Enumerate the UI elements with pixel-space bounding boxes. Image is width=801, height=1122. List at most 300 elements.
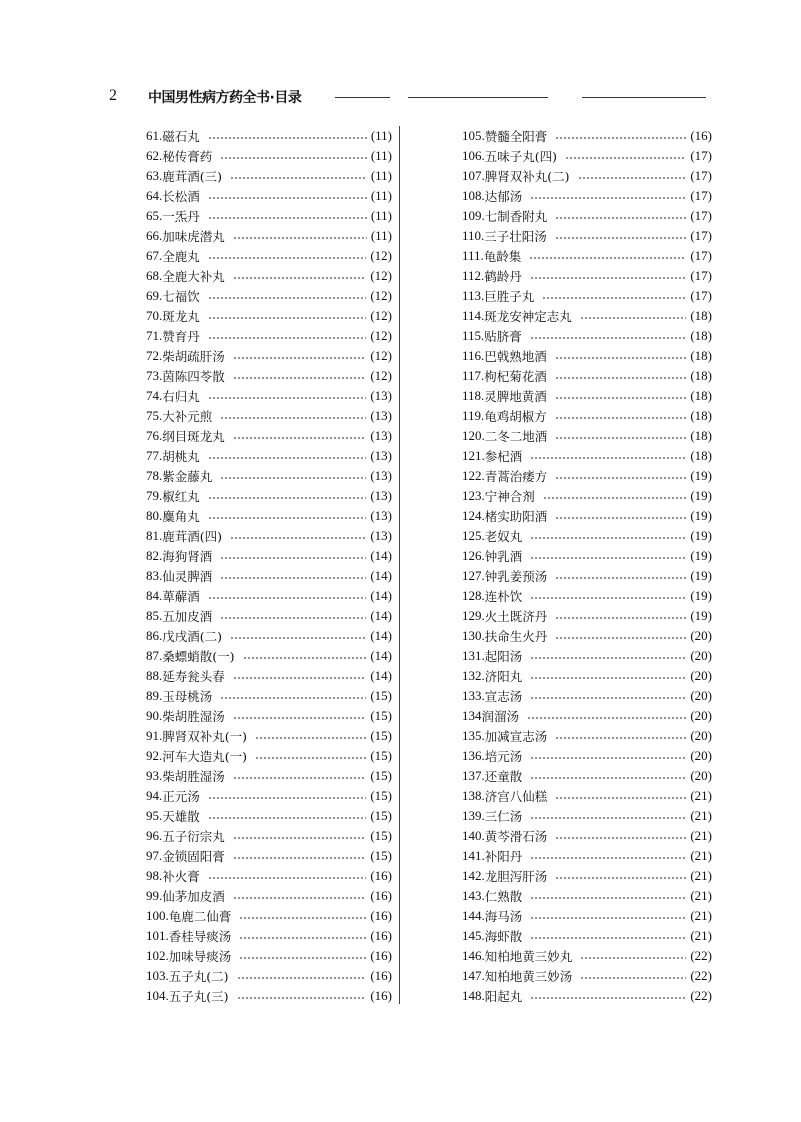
entry-title: 五加皮酒	[162, 609, 213, 624]
toc-entry	[462, 926, 712, 946]
entry-page: (11)	[370, 188, 392, 203]
dot-leader	[255, 757, 366, 759]
entry-number: 127.	[462, 568, 485, 583]
dot-leader	[239, 917, 366, 919]
entry-title: 宁神合剂	[484, 489, 535, 504]
dot-leader	[208, 197, 367, 199]
entry-title: 正元汤	[162, 789, 200, 804]
dot-leader	[555, 517, 686, 519]
entry-page: (12)	[370, 268, 392, 283]
entry-number: 76.	[146, 428, 163, 443]
toc-entry	[146, 686, 392, 706]
dot-leader	[220, 157, 367, 159]
toc-entry	[462, 946, 712, 966]
toc-entry	[146, 386, 392, 406]
dot-leader	[230, 537, 366, 539]
entry-title: 三子壮阳汤	[484, 229, 547, 244]
entry-page: (22)	[690, 948, 712, 963]
entry-title: 钟乳姜预汤	[484, 569, 548, 584]
dot-leader	[527, 717, 686, 719]
entry-page: (14)	[370, 648, 392, 663]
toc-entry	[462, 526, 712, 546]
dot-leader	[208, 337, 367, 339]
entry-title: 青蒿治痿方	[484, 469, 548, 484]
entry-title: 斑龙安神定志丸	[484, 309, 572, 324]
toc-entry	[146, 366, 392, 386]
entry-title: 长松酒	[162, 189, 200, 204]
entry-title: 鹤龄丹	[484, 269, 522, 284]
entry-title: 赞育丹	[162, 329, 200, 344]
entry-title: 连朴饮	[484, 589, 523, 604]
entry-page: (14)	[370, 568, 392, 583]
entry-number: 82.	[146, 548, 163, 563]
dot-leader	[555, 837, 686, 839]
entry-number: 114.	[462, 308, 485, 323]
entry-page: (13)	[370, 408, 392, 423]
entry-number: 143.	[462, 888, 485, 903]
toc-entry	[146, 886, 392, 906]
entry-title: 加减宣志汤	[484, 729, 548, 744]
dot-leader	[530, 997, 686, 999]
toc-entry	[462, 886, 712, 906]
entry-page: (13)	[370, 488, 392, 503]
entry-title: 胡桃丸	[162, 449, 200, 464]
toc-entry	[146, 266, 392, 286]
dot-leader	[220, 617, 366, 619]
toc-entry	[146, 286, 392, 306]
entry-number: 121.	[462, 448, 485, 463]
entry-page: (18)	[690, 348, 712, 363]
dot-leader	[530, 197, 686, 199]
toc-entry	[462, 606, 712, 626]
dot-leader	[555, 617, 686, 619]
entry-page: (15)	[370, 848, 392, 863]
dot-leader	[555, 237, 687, 239]
entry-page: (17)	[690, 188, 712, 203]
entry-page: (19)	[690, 548, 712, 563]
entry-number: 142.	[462, 868, 485, 883]
entry-title: 三仁汤	[484, 809, 523, 824]
dot-leader	[233, 897, 367, 899]
entry-title: 海马汤	[484, 909, 523, 924]
entry-number: 135.	[462, 728, 485, 743]
dot-leader	[578, 177, 687, 179]
entry-page: (17)	[690, 168, 712, 183]
entry-page: (20)	[690, 628, 712, 643]
dot-leader	[208, 257, 367, 259]
entry-number: 120.	[462, 428, 485, 443]
entry-number: 148.	[462, 988, 485, 1003]
entry-number: 90.	[146, 708, 163, 723]
entry-title: 达郁汤	[484, 189, 523, 204]
entry-page: (17)	[690, 288, 712, 303]
toc-entry	[462, 706, 712, 726]
entry-page: (14)	[370, 668, 392, 683]
entry-page: (20)	[690, 728, 712, 743]
entry-title: 仙灵脾酒	[162, 569, 213, 584]
dot-leader	[530, 817, 686, 819]
entry-title: 天雄散	[162, 809, 200, 824]
entry-number: 74.	[146, 388, 163, 403]
toc-entry	[146, 826, 392, 846]
entry-number: 85.	[146, 608, 163, 623]
dot-leader	[239, 957, 366, 959]
entry-page: (20)	[690, 748, 712, 763]
entry-number: 98.	[146, 868, 163, 883]
entry-number: 101.	[146, 928, 169, 943]
entry-title: 大补元煎	[162, 409, 213, 424]
entry-number: 141.	[462, 848, 485, 863]
toc-entry	[462, 866, 712, 886]
entry-page: (13)	[370, 448, 392, 463]
entry-title: 五子丸(三)	[168, 989, 229, 1004]
toc-entry	[146, 146, 392, 166]
entry-number: 73.	[146, 368, 163, 383]
entry-page: (21)	[690, 888, 712, 903]
entry-title: 鹿茸酒(三)	[162, 169, 223, 184]
entry-number: 79.	[146, 488, 163, 503]
entry-number: 146.	[462, 948, 485, 963]
dot-leader	[233, 437, 367, 439]
entry-number: 65.	[146, 208, 163, 223]
dot-leader	[208, 797, 367, 799]
entry-title: 紫金藤丸	[162, 469, 213, 484]
entry-page: (12)	[370, 288, 392, 303]
entry-title: 补阳丹	[484, 849, 523, 864]
entry-number: 70.	[146, 308, 163, 323]
entry-title: 楮实助阳酒	[484, 509, 548, 524]
dot-leader	[208, 457, 367, 459]
entry-title: 润溜汤	[481, 709, 520, 724]
entry-number: 92.	[146, 748, 163, 763]
toc-entry	[462, 746, 712, 766]
entry-page: (15)	[370, 708, 392, 723]
entry-page: (19)	[690, 508, 712, 523]
entry-page: (16)	[370, 908, 392, 923]
toc-entry	[462, 846, 712, 866]
entry-number: 94.	[146, 788, 163, 803]
entry-title: 五子衍宗丸	[162, 829, 225, 844]
entry-page: (13)	[370, 428, 392, 443]
entry-title: 金锁固阳膏	[162, 849, 225, 864]
dot-leader	[555, 417, 687, 419]
dot-leader	[530, 917, 686, 919]
toc-entry	[146, 926, 392, 946]
column-divider	[399, 126, 400, 1004]
toc-entry	[462, 146, 712, 166]
entry-number: 67.	[146, 248, 163, 263]
toc-entry	[146, 226, 392, 246]
entry-page: (18)	[690, 388, 712, 403]
entry-title: 柴胡疏肝汤	[162, 349, 225, 364]
toc-entry	[462, 366, 712, 386]
dot-leader	[233, 237, 367, 239]
entry-number: 105.	[462, 128, 485, 143]
entry-title: 阳起丸	[484, 989, 523, 1004]
entry-page: (18)	[690, 408, 712, 423]
entry-page: (20)	[690, 648, 712, 663]
toc-entry	[462, 726, 712, 746]
toc-entry	[146, 406, 392, 426]
entry-title: 五子丸(二)	[168, 969, 229, 984]
page-number: 2	[109, 87, 117, 104]
entry-number: 129.	[462, 608, 485, 623]
dot-leader	[230, 637, 366, 639]
dot-leader	[220, 577, 366, 579]
toc-entry	[146, 326, 392, 346]
entry-title: 火土既济丹	[484, 609, 548, 624]
toc-entry	[146, 546, 392, 566]
dot-leader	[233, 277, 367, 279]
entry-title: 右归丸	[162, 389, 200, 404]
toc-entry	[462, 406, 712, 426]
entry-number: 140.	[462, 828, 485, 843]
entry-number: 111.	[462, 248, 484, 263]
dot-leader	[555, 877, 686, 879]
toc-entry	[146, 506, 392, 526]
dot-leader	[220, 477, 366, 479]
entry-page: (19)	[690, 488, 712, 503]
entry-number: 138.	[462, 788, 485, 803]
entry-page: (12)	[370, 248, 392, 263]
entry-number: 84.	[146, 588, 163, 603]
entry-page: (16)	[370, 928, 392, 943]
toc-entry	[462, 786, 712, 806]
entry-page: (21)	[690, 848, 712, 863]
toc-entry	[146, 786, 392, 806]
toc-entry	[146, 646, 392, 666]
dot-leader	[530, 897, 686, 899]
entry-number: 93.	[146, 768, 163, 783]
toc-entry	[462, 966, 712, 986]
entry-number: 128.	[462, 588, 485, 603]
entry-title: 麋角丸	[162, 509, 200, 524]
dot-leader	[530, 677, 686, 679]
dot-leader	[208, 397, 367, 399]
toc-entry	[146, 606, 392, 626]
entry-title: 戊戌酒(二)	[162, 629, 223, 644]
toc-entry	[146, 426, 392, 446]
entry-title: 扶命生火丹	[484, 629, 548, 644]
entry-page: (11)	[370, 208, 392, 223]
entry-page: (12)	[370, 308, 392, 323]
toc-entry	[146, 526, 392, 546]
toc-entry	[462, 346, 712, 366]
dot-leader	[530, 597, 686, 599]
toc-entry	[146, 706, 392, 726]
dot-leader	[208, 317, 367, 319]
entry-title: 椒红丸	[162, 489, 200, 504]
toc-entry	[462, 246, 712, 266]
entry-page: (19)	[690, 568, 712, 583]
entry-title: 起阳汤	[484, 649, 523, 664]
entry-title: 全鹿大补丸	[162, 269, 225, 284]
dot-leader	[555, 797, 686, 799]
dot-leader	[580, 317, 687, 319]
entry-page: (15)	[370, 748, 392, 763]
toc-entry	[462, 626, 712, 646]
entry-page: (16)	[370, 988, 392, 1003]
dot-leader	[233, 377, 367, 379]
entry-number: 86.	[146, 628, 163, 643]
entry-page: (21)	[690, 868, 712, 883]
entry-number: 144.	[462, 908, 485, 923]
toc-entry	[146, 486, 392, 506]
dot-leader	[237, 977, 367, 979]
entry-title: 全鹿丸	[162, 249, 200, 264]
header-rule	[335, 97, 390, 98]
entry-page: (11)	[370, 228, 392, 243]
entry-number: 61.	[146, 128, 163, 143]
entry-page: (21)	[690, 928, 712, 943]
dot-leader	[555, 637, 686, 639]
dot-leader	[233, 857, 367, 859]
entry-number: 72.	[146, 348, 163, 363]
dot-leader	[555, 217, 686, 219]
entry-number: 113.	[462, 288, 485, 303]
dot-leader	[237, 997, 367, 999]
dot-leader	[530, 937, 686, 939]
entry-page: (17)	[690, 268, 712, 283]
entry-number: 119.	[462, 408, 485, 423]
entry-number: 89.	[146, 688, 163, 703]
entry-page: (16)	[370, 968, 392, 983]
entry-page: (18)	[690, 368, 712, 383]
toc-entry	[146, 806, 392, 826]
dot-leader	[530, 557, 686, 559]
entry-title: 纲目斑龙丸	[162, 429, 225, 444]
toc-entry	[462, 986, 712, 1006]
entry-number: 64.	[146, 188, 163, 203]
entry-title: 龟鸡胡椒方	[484, 409, 547, 424]
entry-page: (20)	[690, 688, 712, 703]
dot-leader	[542, 297, 686, 299]
entry-page: (17)	[690, 208, 712, 223]
dot-leader	[555, 357, 687, 359]
dot-leader	[255, 737, 366, 739]
entry-number: 102.	[146, 948, 169, 963]
entry-page: (17)	[690, 148, 712, 163]
dot-leader	[220, 557, 366, 559]
toc-entry	[146, 166, 392, 186]
toc-entry	[462, 386, 712, 406]
entry-page: (21)	[690, 788, 712, 803]
dot-leader	[530, 457, 686, 459]
entry-page: (19)	[690, 608, 712, 623]
dot-leader	[530, 777, 686, 779]
toc-entry	[146, 346, 392, 366]
header-rule	[582, 97, 706, 98]
toc-entry	[462, 226, 712, 246]
entry-title: 知柏地黄三妙丸	[484, 949, 573, 964]
toc-right-column	[462, 126, 712, 1006]
entry-page: (16)	[370, 868, 392, 883]
toc-entry	[462, 566, 712, 586]
entry-title: 五味子丸(四)	[484, 149, 558, 164]
toc-entry	[462, 286, 712, 306]
dot-leader	[208, 217, 367, 219]
toc-entry	[146, 846, 392, 866]
entry-number: 123.	[462, 488, 485, 503]
entry-title: 脾肾双补丸(一)	[162, 729, 248, 744]
dot-leader	[220, 697, 366, 699]
toc-entry	[146, 246, 392, 266]
toc-entry	[146, 946, 392, 966]
entry-title: 还童散	[484, 769, 523, 784]
dot-leader	[555, 377, 687, 379]
toc-entry	[462, 266, 712, 286]
dot-leader	[530, 697, 686, 699]
entry-number: 139.	[462, 808, 485, 823]
toc-entry	[462, 206, 712, 226]
entry-title: 七福饮	[162, 289, 200, 304]
entry-number: 110.	[462, 228, 485, 243]
toc-entry	[462, 646, 712, 666]
entry-title: 秘传膏药	[162, 149, 213, 164]
dot-leader	[233, 837, 367, 839]
dot-leader	[220, 417, 366, 419]
entry-page: (14)	[370, 588, 392, 603]
entry-number: 99.	[146, 888, 163, 903]
entry-title: 龟鹿二仙膏	[168, 909, 232, 924]
entry-number: 75.	[146, 408, 163, 423]
entry-title: 七制香附丸	[484, 209, 548, 224]
toc-entry	[462, 906, 712, 926]
toc-entry	[146, 966, 392, 986]
dot-leader	[208, 817, 367, 819]
entry-page: (20)	[690, 668, 712, 683]
entry-number: 106.	[462, 148, 485, 163]
entry-page: (12)	[370, 328, 392, 343]
running-title: 中国男性病方药全书·目录	[148, 90, 302, 106]
entry-title: 巨胜子丸	[484, 289, 535, 304]
entry-number: 97.	[146, 848, 163, 863]
toc-entry	[462, 766, 712, 786]
entry-title: 海虾散	[484, 929, 523, 944]
entry-title: 玉母桃汤	[162, 689, 213, 704]
entry-page: (14)	[370, 628, 392, 643]
entry-number: 103.	[146, 968, 169, 983]
toc-entry	[146, 666, 392, 686]
entry-page: (21)	[690, 828, 712, 843]
entry-page: (21)	[690, 808, 712, 823]
dot-leader	[580, 957, 686, 959]
dot-leader	[230, 177, 367, 179]
entry-title: 贴脐膏	[484, 329, 522, 344]
toc-entry	[146, 566, 392, 586]
toc-entry	[146, 866, 392, 886]
dot-leader	[530, 757, 686, 759]
entry-title: 萆薢酒	[162, 589, 200, 604]
entry-title: 济阳丸	[484, 669, 523, 684]
toc-entry	[462, 686, 712, 706]
toc-entry	[462, 486, 712, 506]
entry-page: (20)	[690, 708, 712, 723]
entry-page: (20)	[690, 768, 712, 783]
dot-leader	[555, 577, 686, 579]
entry-page: (18)	[690, 448, 712, 463]
dot-leader	[233, 777, 367, 779]
entry-page: (17)	[690, 228, 712, 243]
entry-page: (18)	[690, 308, 712, 323]
entry-title: 培元汤	[484, 749, 523, 764]
toc-entry	[462, 446, 712, 466]
entry-number: 109.	[462, 208, 485, 223]
entry-number: 126.	[462, 548, 485, 563]
dot-leader	[530, 337, 687, 339]
dot-leader	[208, 597, 367, 599]
entry-number: 100.	[146, 908, 169, 923]
